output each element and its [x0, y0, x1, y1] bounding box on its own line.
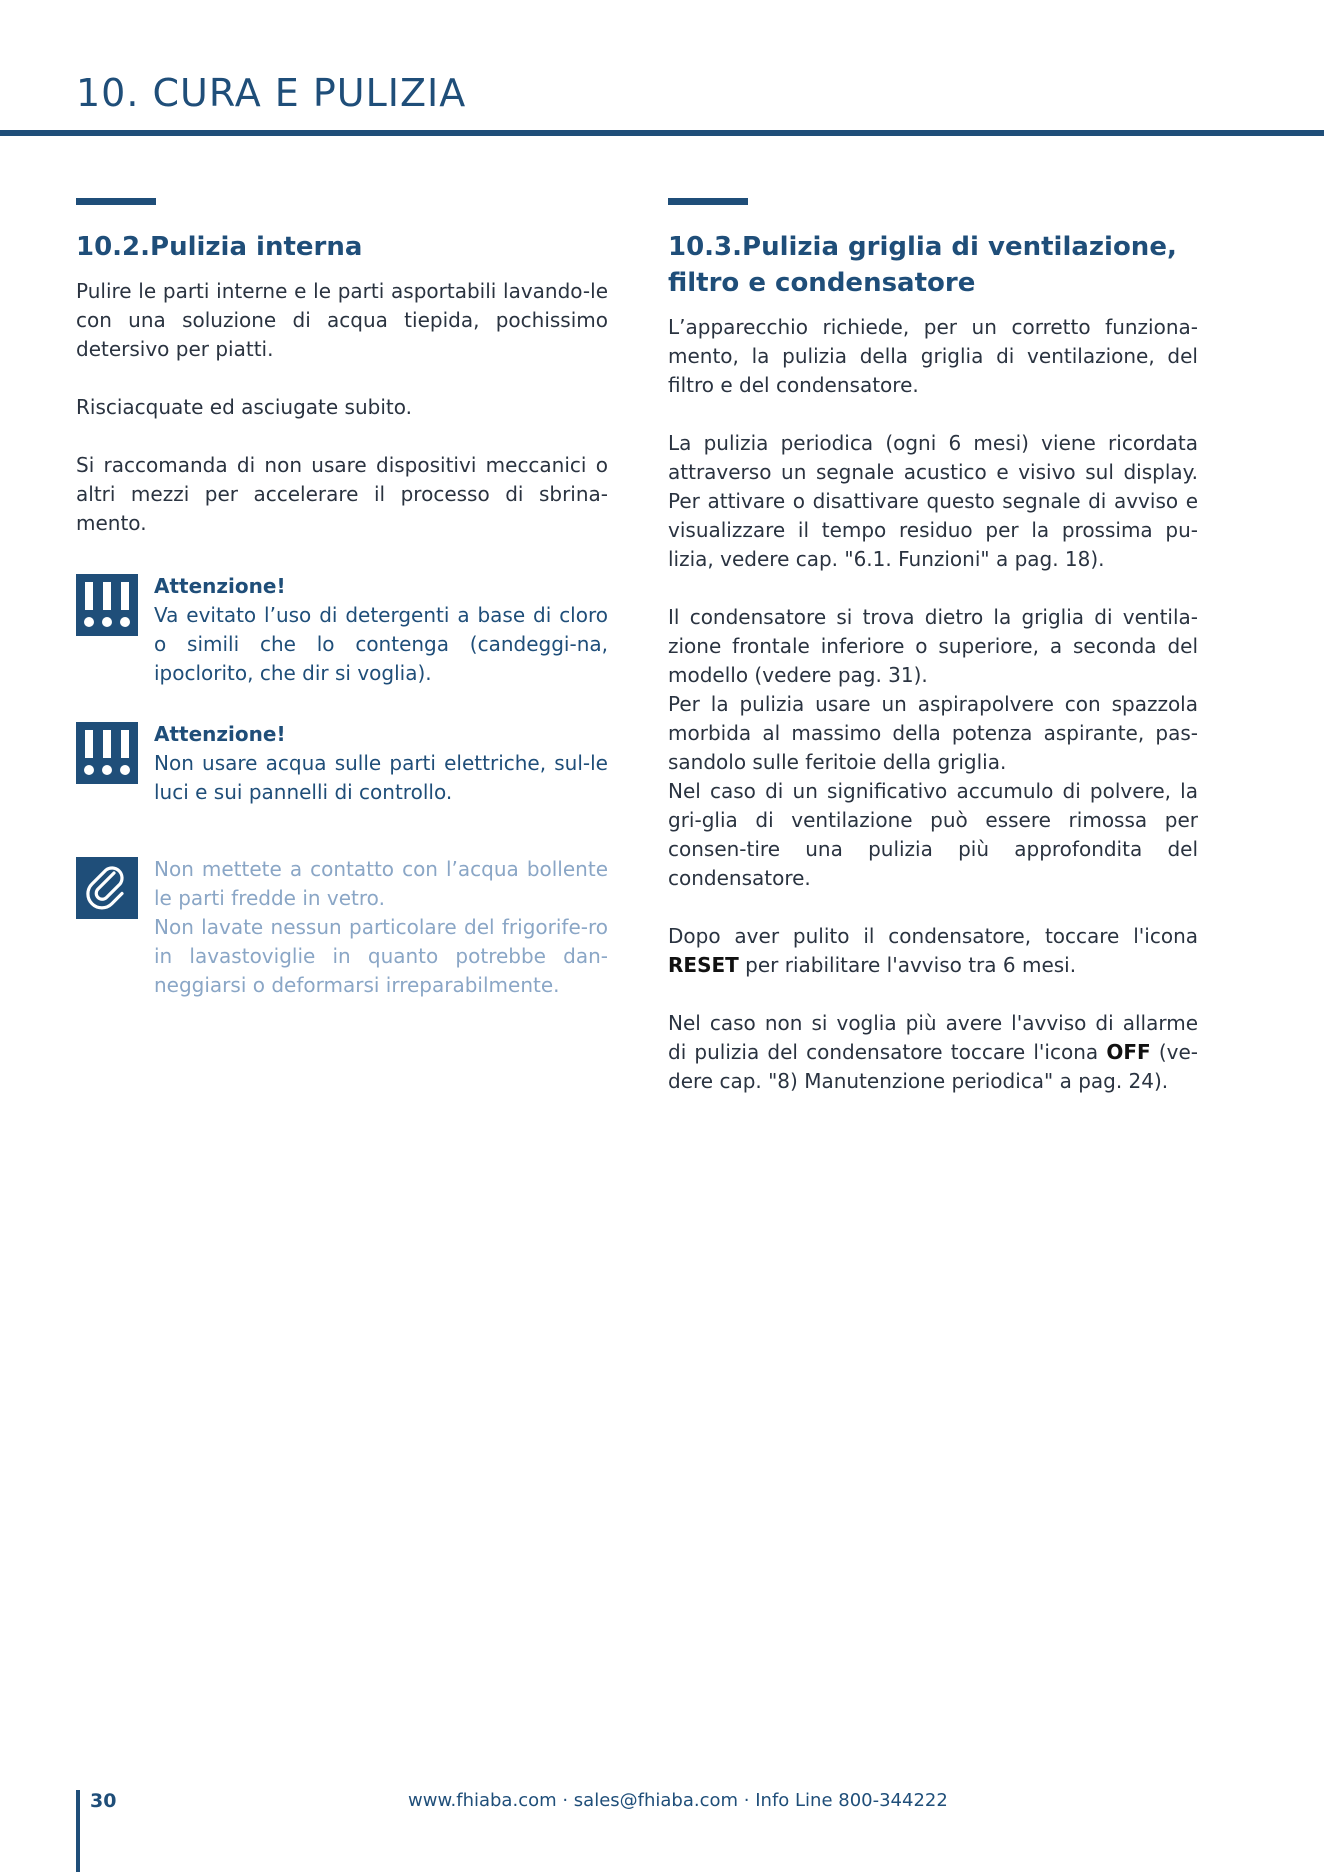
paragraph: Nel caso di un significativo accumulo di polvere, la gri-glia di ventilazione può essere rimossa per consen-tire una pulizia più approfondita del condensatore. — [668, 779, 1198, 890]
right-column — [668, 198, 1198, 1125]
warning-icon — [76, 574, 138, 636]
warning-icon — [76, 722, 138, 784]
notice-text: Non lavate nessun particolare del frigorife-ro in lavastoviglie in quanto potrebbe dan-neggiarsi o deformarsi irreparabilmente. — [154, 915, 608, 997]
paragraph: Si raccomanda di non usare dispositivi meccanici o altri mezzi per accelerare il processo di sbrina-mento. — [76, 453, 608, 535]
text-span: per riabilitare l'avviso tra 6 mesi. — [738, 953, 1077, 977]
paperclip-icon — [76, 857, 138, 919]
chapter-title: 10. CURA E PULIZIA — [76, 71, 467, 115]
header-rule — [0, 130, 1324, 136]
paragraph: L’apparecchio richiede, per un corretto funziona-mento, la pulizia della griglia di ventilazione, del filtro e del condensatore. — [668, 315, 1198, 397]
section-title-grille-cleaning: 10.3.Pulizia griglia di ventilazione, filtro e condensatore — [668, 232, 1177, 298]
warning-notice — [76, 720, 608, 807]
info-notice — [76, 855, 608, 1000]
notice-text: Va evitato l’uso di detergenti a base di cloro o simili che lo contenga (candeggi-na, ipoclorito, che dir si voglia). — [154, 603, 608, 685]
footer-rule — [76, 1790, 80, 1872]
warning-notice — [76, 572, 608, 688]
paragraph: La pulizia periodica (ogni 6 mesi) viene ricordata attraverso un segnale acustico e visivo sul display. Per attivare o disattivare questo segnale di avviso e visualizzare il tempo residuo per la prossima pu-lizia, vedere cap. "6.1. Funzioni" a pag. 18). — [668, 431, 1198, 571]
notice-text: Non mettete a contatto con l’acqua bollente le parti fredde in vetro. — [154, 857, 608, 910]
paragraph: Risciacquate ed asciugate subito. — [76, 395, 412, 419]
reset-label: RESET — [668, 953, 739, 977]
off-label: OFF — [1106, 1040, 1151, 1064]
left-column — [76, 198, 608, 1032]
paragraph: Pulire le parti interne e le parti asportabili lavando-le con una soluzione di acqua tiepida, pochissimo detersivo per piatti. — [76, 279, 608, 361]
paragraph: Per la pulizia usare un aspirapolvere con spazzola morbida al massimo della potenza aspirante, pas-sandolo sulle feritoie della griglia. — [668, 692, 1198, 774]
text-span: (ve-dere cap. "8) Manutenzione periodica" a pag. 24). — [668, 1040, 1198, 1093]
text-span: Nel caso non si voglia più avere l'avviso di allarme di pulizia del condensatore toccare l'icona — [668, 1011, 1198, 1064]
section-accent-bar — [76, 198, 156, 205]
notice-title: Attenzione! — [154, 574, 286, 598]
notice-text: Non usare acqua sulle parti elettriche, sul-le luci e sui pannelli di controllo. — [154, 751, 608, 804]
footer-contact: www.fhiaba.com · sales@fhiaba.com · Info Line 800-344222 — [408, 1790, 948, 1811]
paragraph — [668, 1009, 1198, 1096]
section-title-internal-cleaning: 10.2.Pulizia interna — [76, 232, 363, 262]
page-number: 30 — [90, 1790, 117, 1812]
paragraph — [668, 922, 1198, 980]
section-accent-bar — [668, 198, 748, 205]
paragraph: Il condensatore si trova dietro la griglia di ventila-zione frontale inferiore o superiore, a seconda del modello (vedere pag. 31). — [668, 605, 1198, 687]
notice-title: Attenzione! — [154, 722, 286, 746]
text-span: Dopo aver pulito il condensatore, toccare l'icona — [668, 924, 1198, 948]
